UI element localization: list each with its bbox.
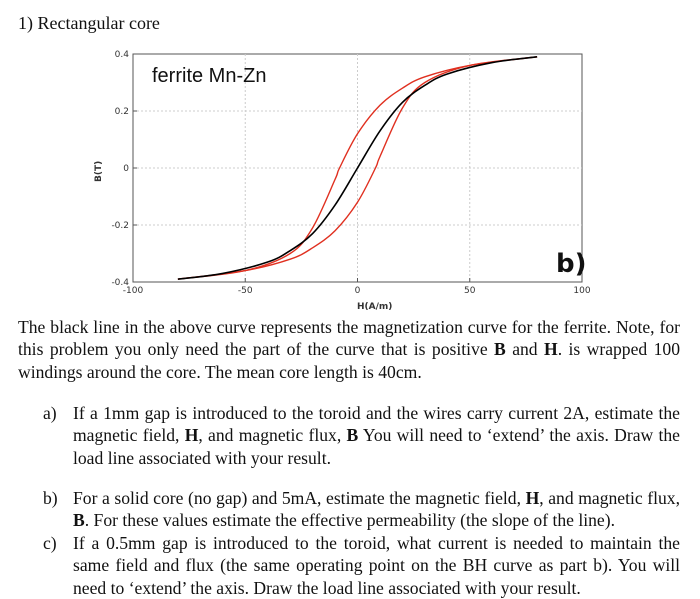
problem-title: 1) Rectangular core xyxy=(18,13,160,33)
x-tick-label: -100 xyxy=(122,286,144,296)
bold-symbol: B xyxy=(73,510,85,531)
question-label: c) xyxy=(43,533,57,553)
text-segment: , and magnetic flux, xyxy=(539,488,680,508)
text-segment: If a 1mm gap is introduced to the toroid and the wires carry current 2A, estimate the magnetic field, xyxy=(73,403,680,446)
x-tick-label: -50 xyxy=(237,286,253,296)
bold-symbol: H xyxy=(544,339,558,360)
y-tick-label: 0.4 xyxy=(114,50,129,60)
x-tick-label: 50 xyxy=(464,286,476,296)
question-text xyxy=(73,487,680,532)
y-tick-label: 0.2 xyxy=(114,107,129,117)
question-label: b) xyxy=(43,488,58,508)
question-c xyxy=(43,532,680,599)
text-segment: , and magnetic flux, xyxy=(198,425,347,446)
question-text xyxy=(73,402,680,469)
text-segment: For a solid core (no gap) and 5mA, estimate the magnetic field, xyxy=(73,488,526,508)
question-label: a) xyxy=(43,403,57,423)
y-tick-label: -0.2 xyxy=(111,221,129,231)
question-text xyxy=(73,532,680,599)
bold-symbol: H xyxy=(184,425,199,446)
text-segment: If a 0.5mm gap is introduced to the toroid, what current is needed to maintain the same field and flux (the same operating point on the BH curve as part b). You will need to ‘extend’ the axis. Draw the load line associated with your result. xyxy=(73,533,680,598)
text-segment: The black line in the above curve represents the magnetization curve for the ferrite. Note, for this problem you only need the part of the curve that is positive xyxy=(18,317,680,360)
intro-paragraph xyxy=(18,316,680,383)
bold-symbol: B xyxy=(346,425,359,446)
x-tick-label: 100 xyxy=(573,286,591,296)
y-tick-label: 0 xyxy=(123,164,129,174)
x-tick-label: 0 xyxy=(354,286,361,296)
bold-symbol: H xyxy=(525,488,540,508)
panel-label: b) xyxy=(556,249,587,279)
bold-symbol: B xyxy=(494,339,506,360)
text-segment: . is wrapped 100 windings around the core. The mean core length is 40cm. xyxy=(18,339,681,382)
text-segment: . For these values estimate the effective permeability (the slope of the line). xyxy=(84,510,615,531)
question-a xyxy=(43,402,680,469)
x-axis-label: H(A/m) xyxy=(357,302,393,312)
y-tick-label: -0.4 xyxy=(111,278,129,288)
text-segment: and xyxy=(505,339,545,360)
chart-annotation: ferrite Mn-Zn xyxy=(152,65,267,87)
text-segment: You will need to ‘extend’ the axis. Draw the load line associated with your result. xyxy=(73,425,680,468)
y-axis-label: B(T) xyxy=(94,160,104,182)
question-b xyxy=(43,487,680,532)
